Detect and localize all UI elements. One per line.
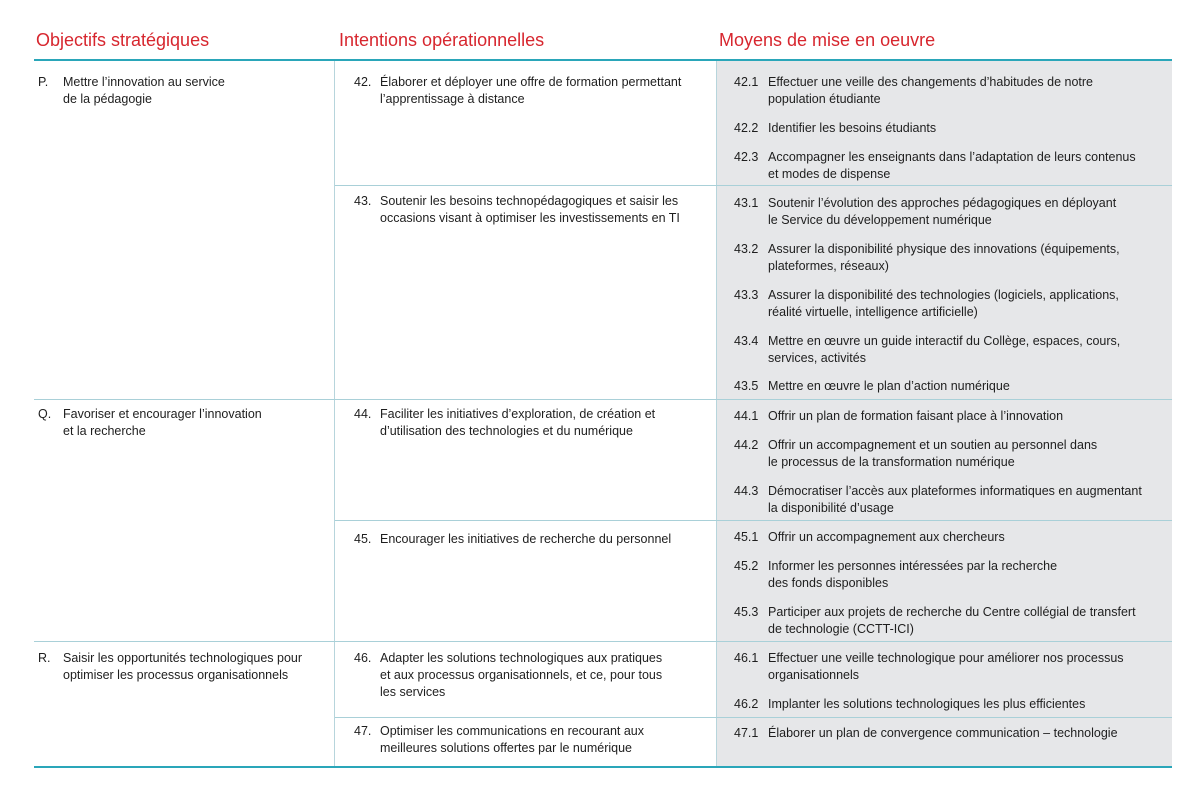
row-divider-Q-R xyxy=(34,641,1172,642)
means-text: Offrir un plan de formation faisant place à l’innovation xyxy=(768,409,1064,423)
objective-id: P. xyxy=(38,75,49,89)
means-text: Accompagner les enseignants dans l’adaptation de leurs contenus et modes de dispense xyxy=(768,150,1136,181)
header-objectifs: Objectifs stratégiques xyxy=(36,30,210,50)
means-id: 42.2 xyxy=(734,121,759,135)
means-text: Implanter les solutions technologiques les plus efficientes xyxy=(768,697,1086,711)
objective-text: Mettre l’innovation au service de la pédagogie xyxy=(63,75,225,106)
means-text: Offrir un accompagnement et un soutien au personnel dans le processus de la transformation numérique xyxy=(768,438,1098,469)
objective-text: Favoriser et encourager l’innovation et la recherche xyxy=(63,407,262,438)
column-divider-1 xyxy=(334,61,335,766)
intention-text: Optimiser les communications en recourant aux meilleures solutions offertes par le numérique xyxy=(380,724,645,755)
means-text: Mettre en œuvre un guide interactif du Collège, espaces, cours, services, activités xyxy=(768,334,1121,365)
means-id: 44.3 xyxy=(734,484,759,498)
means-text: Effectuer une veille technologique pour améliorer nos processus organisationnels xyxy=(768,651,1124,682)
means-id: 43.5 xyxy=(734,379,759,393)
means-text: Élaborer un plan de convergence communication – technologie xyxy=(768,726,1118,740)
means-id: 42.3 xyxy=(734,150,759,164)
means-text: Démocratiser l’accès aux plateformes informatiques en augmentant la disponibilité d’usage xyxy=(768,484,1142,515)
means-id: 46.2 xyxy=(734,697,759,711)
means-text: Assurer la disponibilité physique des innovations (équipements, plateformes, réseaux) xyxy=(768,242,1120,273)
means-text: Mettre en œuvre le plan d’action numérique xyxy=(768,379,1010,393)
intention-id: 44. xyxy=(354,407,372,421)
means-id: 42.1 xyxy=(734,75,759,89)
header-rule xyxy=(34,59,1172,61)
intention-text: Faciliter les initiatives d’exploration, de création et d’utilisation des technologies et du numérique xyxy=(380,407,656,438)
means-text: Assurer la disponibilité des technologies (logiciels, applications, réalité virtuelle, intelligence artificielle) xyxy=(768,288,1119,319)
means-id: 47.1 xyxy=(734,726,759,740)
intention-id: 42. xyxy=(354,75,372,89)
means-id: 43.3 xyxy=(734,288,759,302)
bottom-rule xyxy=(34,766,1172,768)
intention-id: 46. xyxy=(354,651,372,665)
intention-id: 45. xyxy=(354,532,372,546)
means-id: 45.1 xyxy=(734,530,759,544)
means-text: Identifier les besoins étudiants xyxy=(768,121,937,135)
means-text: Offrir un accompagnement aux chercheurs xyxy=(768,530,1005,544)
objective-id: Q. xyxy=(38,407,52,421)
means-id: 45.2 xyxy=(734,559,759,573)
means-text: Participer aux projets de recherche du Centre collégial de transfert de technologie (CCTT-ICI) xyxy=(768,605,1136,636)
row-divider-46-47 xyxy=(335,717,1172,718)
means-id: 45.3 xyxy=(734,605,759,619)
row-divider-44-45 xyxy=(335,520,1172,521)
means-id: 43.1 xyxy=(734,196,759,210)
intention-id: 43. xyxy=(354,194,372,208)
intention-text: Adapter les solutions technologiques aux pratiques et aux processus organisationnels, et ce, pour tous les services xyxy=(380,651,663,699)
means-id: 44.2 xyxy=(734,438,759,452)
means-id: 43.4 xyxy=(734,334,759,348)
means-text: Soutenir l’évolution des approches pédagogiques en déployant le Service du développement numérique xyxy=(768,196,1117,227)
column-divider-2 xyxy=(716,61,717,766)
intention-text: Encourager les initiatives de recherche du personnel xyxy=(380,532,672,546)
means-text: Effectuer une veille des changements d’habitudes de notre population étudiante xyxy=(768,75,1093,106)
means-id: 43.2 xyxy=(734,242,759,256)
means-text: Informer les personnes intéressées par la recherche des fonds disponibles xyxy=(768,559,1058,590)
header-intentions: Intentions opérationnelles xyxy=(339,30,545,50)
row-divider-P-Q xyxy=(34,399,1172,400)
row-divider-42-43 xyxy=(335,185,1172,186)
means-id: 44.1 xyxy=(734,409,759,423)
objective-id: R. xyxy=(38,651,51,665)
intention-id: 47. xyxy=(354,724,372,738)
header-moyens: Moyens de mise en oeuvre xyxy=(719,30,936,50)
intention-text: Soutenir les besoins technopédagogiques et saisir les occasions visant à optimiser les investissements en TI xyxy=(380,194,680,225)
means-id: 46.1 xyxy=(734,651,759,665)
objective-text: Saisir les opportunités technologiques pour optimiser les processus organisationnels xyxy=(63,651,303,682)
intention-text: Élaborer et déployer une offre de formation permettant l’apprentissage à distance xyxy=(380,75,682,106)
